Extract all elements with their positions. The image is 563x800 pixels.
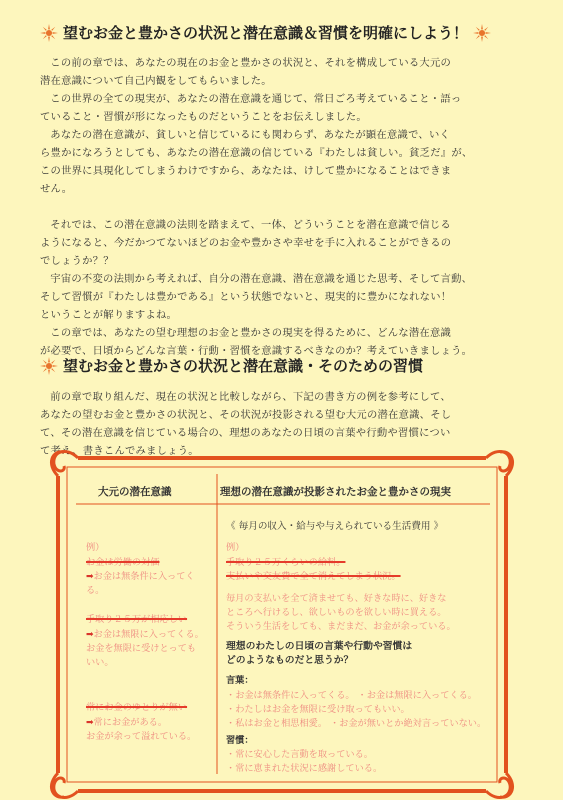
text-line: ていること・習慣が形になったものだということをお伝えしました。 (40, 111, 367, 123)
struck-belief (86, 613, 187, 627)
text-line: て、その潜在意識を信じている場合の、理想のあなたの日頃の言葉や行動や習慣につい (40, 427, 451, 439)
habits-item: ・常に安心した言動を取っている。 (226, 749, 373, 760)
example-label: 例） (86, 542, 105, 553)
text-line: あなたの潜在意識が、貧しいと信じているにも関わらず、あなたが顕在意識で、いく (50, 129, 451, 141)
habits-text: 常に恵まれた状況に感謝している。 (235, 763, 383, 774)
header-left: 大元の潜在意識 (98, 486, 172, 498)
words-label: 言葉： (226, 675, 254, 686)
text-line: それでは、この潜在意識の法則を踏まえて、一体、どういうことを潜在意識で信じる (50, 219, 451, 231)
struck-reality (226, 556, 345, 570)
struck-belief (86, 701, 187, 715)
words-text: わたしはお金を無限に受け取ってもいい。 (235, 704, 410, 715)
habits-item: ・常に恵まれた状況に感謝している。 (226, 763, 383, 774)
new-belief (86, 716, 167, 730)
words-text: 私はお金と相思相愛。 (235, 718, 328, 729)
new-belief-text: お金は無条件に入ってくる。 (86, 571, 195, 596)
new-belief-text: お金は無限に入ってくる。 (93, 629, 204, 640)
right-subtitle: 《 毎月の収入・給与や与えられている生活費用 》 (226, 521, 444, 532)
struck-text: 支払いや交友費で全て消えてしまう状況。 (226, 571, 401, 582)
text-line: この世界の全ての現実が、あなたの潜在意識を通じて、常日ごろ考えていること・語っ (50, 93, 462, 105)
text-line: が必要で、日頃からどんな言葉・行動・習慣を意識するべきなのか？考えていきましょう。 (40, 345, 473, 357)
right-arrow-icon: ➡ (86, 630, 94, 640)
text-line: この前の章では、あなたの現在のお金と豊かさの状況と、それを構成している大元の (50, 57, 452, 69)
words-text: お金は無限に入ってくる。 (366, 690, 477, 701)
text-line: 潜在意識について自己内観をしてもらいました。 (40, 75, 272, 87)
right-arrow-icon: ➡ (86, 572, 94, 582)
struck-text: 常にお金のゆとりが無い (86, 702, 188, 713)
habits-label: 習慣： (226, 735, 254, 746)
struck-reality (226, 570, 401, 584)
text-line: せん。 (40, 183, 73, 195)
new-belief-text: いい。 (86, 657, 114, 668)
text-line: ようになると、今だかつてないほどのお金や豊かさや幸せを手に入れることができるの (40, 237, 452, 249)
text-line: 前の章で取り組んだ、現在の状況と比較しながら、下記の書き方の例を参考にして、 (50, 391, 451, 403)
question-line: 理想のわたしの日頃の言葉や行動や習慣は (226, 641, 413, 652)
words-text: お金は無条件に入ってくる。 (235, 690, 355, 701)
struck-text: 手取り２５万が相応しい (86, 614, 188, 625)
header-right: 理想の潜在意識が投影されたお金と豊かさの現実 (220, 486, 451, 498)
section1-title: 望むお金と豊かさの状況と潜在意識＆習慣を明確にしよう！ (63, 24, 469, 42)
struck-text: お金は労働の対価 (86, 557, 160, 568)
example-label: 例） (226, 542, 245, 553)
right-arrow-icon: ➡ (86, 718, 94, 728)
new-belief (86, 628, 204, 642)
ideal-line: そういう生活をしても、まだまだ、お金が余っている。 (226, 621, 456, 632)
text-line: そして習慣が『わたしは豊かである』という状態でないと、現実的に豊かになれない！ (40, 291, 452, 303)
question-line: どのようなものだと思うか？ (226, 655, 354, 666)
new-belief-text: 常にお金がある。 (93, 717, 168, 728)
words-item: ・私はお金と相思相愛。 ・お金が無いとか絶対言っていない。 (226, 718, 487, 729)
text-line: ということが解りますよね。 (40, 309, 178, 321)
text-line: ら豊かになろうとしても、あなたの潜在意識の信じている『わたしは貧しい。貧乏だ』が、 (40, 147, 473, 159)
text-line: この章では、あなたの望む理想のお金と豊かさの現実を得るために、どんな潜在意識 (50, 327, 452, 339)
right-column (220, 474, 500, 774)
text-line: 宇宙の不変の法則から考えれば、自分の潜在意識、潜在意識を通じた思考、そして言動、 (50, 273, 473, 285)
words-item: ・お金は無条件に入ってくる。 ・お金は無限に入ってくる。 (226, 690, 477, 701)
habits-text: 常に安心した言動を取っている。 (235, 749, 373, 760)
new-belief-text: お金が余って溢れている。 (86, 731, 197, 742)
text-line: て考え、書きこんでみましょう。 (40, 445, 199, 457)
new-belief-text: お金を無限に受けとっても (86, 643, 197, 654)
words-item: ・わたしはお金を無限に受け取ってもいい。 (226, 704, 410, 715)
struck-text: 手取り２５万くらいの給料。 (226, 557, 346, 568)
left-column (76, 474, 211, 774)
section2-title: 望むお金と豊かさの状況と潜在意識・そのための習慣 (63, 357, 424, 375)
text-line: でしょうか？？ (40, 255, 114, 267)
ideal-line: ところへ行けるし、欲しいものを欲しい時に買える。 (226, 607, 447, 618)
struck-belief (86, 556, 160, 570)
ideal-table (76, 474, 501, 774)
text-line: この世界に具現化してしまうわけですから、あなたは、けして豊かになることはできま (40, 165, 452, 177)
text-line: あなたの望むお金と豊かさの状況と、その状況が投影される望む大元の潜在意識、そし (40, 409, 452, 421)
ideal-line: 毎月の支払いを全て済ませても、好きな時に、好きな (226, 593, 447, 604)
words-text: お金が無いとか絶対言っていない。 (339, 718, 487, 729)
new-belief (86, 570, 211, 598)
